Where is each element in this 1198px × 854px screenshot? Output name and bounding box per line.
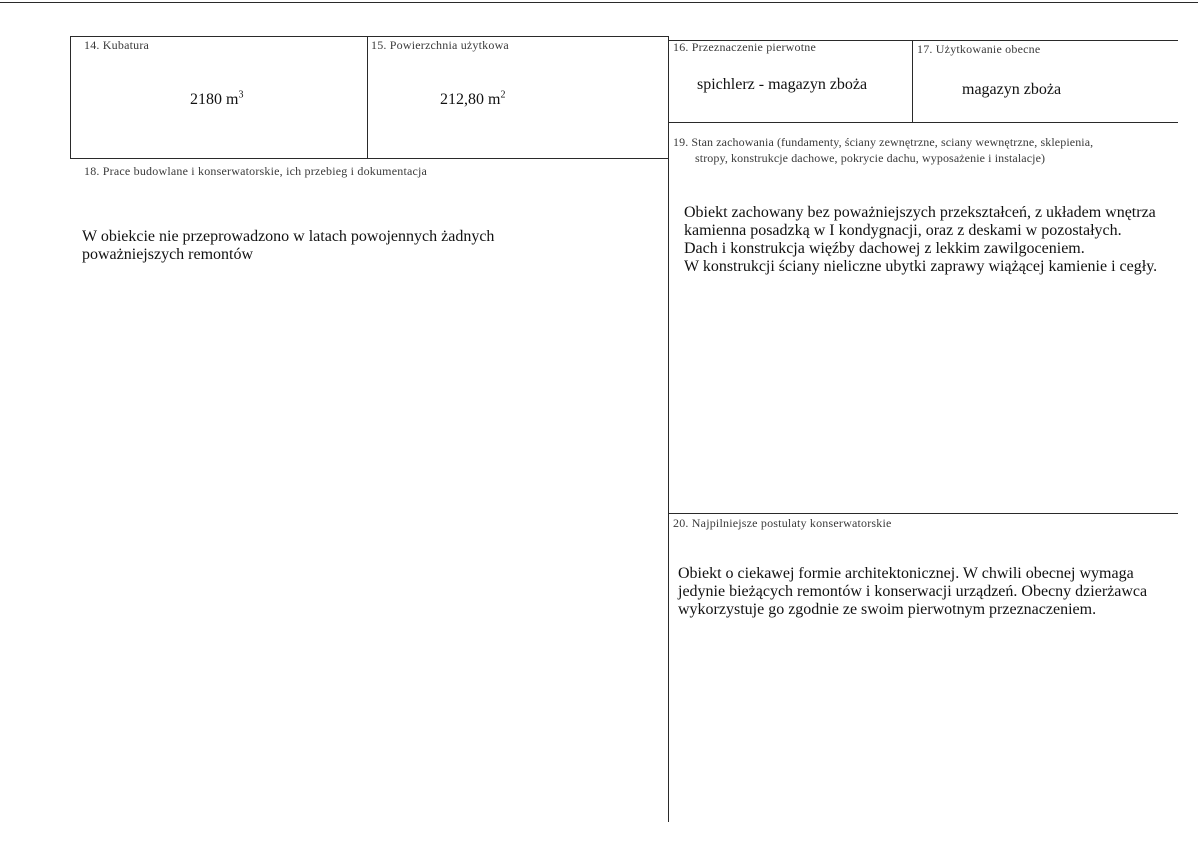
field-20-label: 20. Najpilniejsze postulaty konserwatorskie — [673, 516, 892, 530]
field-20-line: wykorzystuje go zgodnie ze swoim pierwotnym przeznaczeniem. — [678, 601, 1097, 618]
top-border — [0, 2, 1198, 3]
left-header-line — [70, 36, 668, 37]
field-19-line: kamienna posadzką w I kondygnacji, oraz z deskami w pozostałych. — [684, 222, 1122, 239]
field-18-line: W obiekcie nie przeprowadzono w latach powojennych żadnych — [82, 228, 495, 245]
field-19-text — [684, 204, 1157, 276]
field-18-label: 18. Prace budowlane i konserwatorskie, ich przebieg i dokumentacja — [84, 164, 428, 178]
field-19-line: Obiekt zachowany bez poważniejszych przekształceń, z układem wnętrza — [684, 204, 1156, 221]
row-divider-14-18 — [70, 158, 668, 159]
field-18-line: poważniejszych remontów — [82, 246, 254, 263]
field-17-label: 17. Użytkowanie obecne — [917, 42, 1041, 56]
divider-14-15 — [367, 36, 368, 158]
field-14-value: 2180 $m^3$ — [190, 89, 244, 108]
main-vertical-divider — [668, 36, 669, 822]
row-divider-19-20 — [668, 513, 1178, 514]
field-20-text — [678, 565, 1147, 619]
field-14-label: 14. Kubatura — [84, 38, 150, 52]
field-15-value: 212,80 $m^2$ — [440, 89, 506, 108]
field-17-value: magazyn zboża — [962, 81, 1062, 98]
divider-16-17 — [912, 40, 913, 122]
field-18-text — [82, 228, 494, 264]
field-19-label-line: 19. Stan zachowania (fundamenty, ściany zewnętrzne, sciany wewnętrzne, sklepienia, — [673, 135, 1094, 149]
field-19-line: Dach i konstrukcja więźby dachowej z lekkim zawilgoceniem. — [684, 240, 1085, 257]
field-19-line: W konstrukcji ściany nieliczne ubytki zaprawy wiążącej kamienie i cegły. — [684, 258, 1158, 275]
field-19-label — [673, 134, 1093, 166]
field-19-label-line: stropy, konstrukcje dachowe, pokrycie dachu, wyposażenie i instalacje) — [695, 151, 1046, 165]
field-15-label: 15. Powierzchnia użytkowa — [371, 38, 509, 52]
left-border — [70, 36, 71, 158]
field-20-line: jedynie bieżących remontów i konserwacji urządzeń. Obecny dzierżawca — [678, 583, 1148, 600]
field-20-line: Obiekt o ciekawej formie architektonicznej. W chwili obecnej wymaga — [678, 565, 1134, 582]
row-divider-16-19 — [668, 122, 1178, 123]
field-16-label: 16. Przeznaczenie pierwotne — [673, 40, 816, 54]
field-16-value: spichlerz - magazyn zboża — [697, 76, 868, 93]
